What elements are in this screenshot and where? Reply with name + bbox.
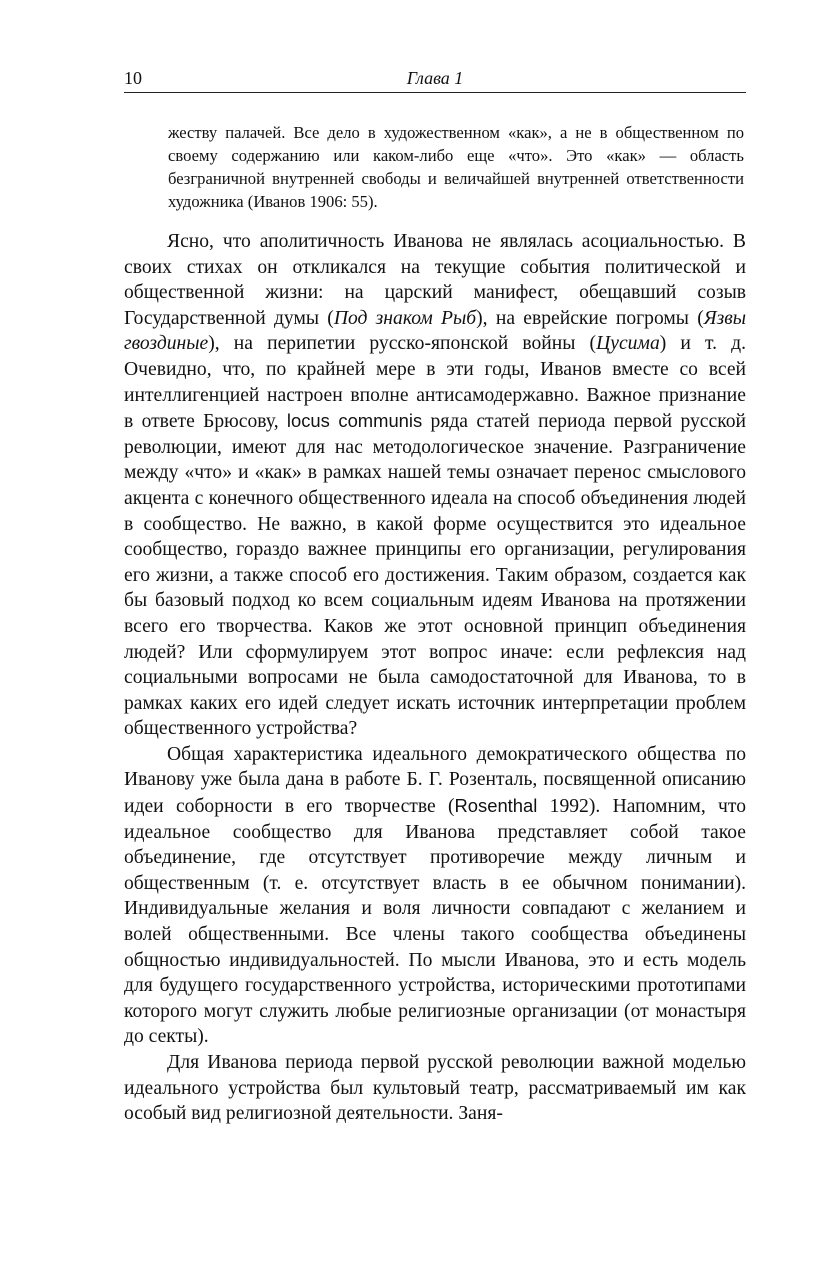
paragraph-1-text-2: ), на еврейские погромы ( bbox=[476, 307, 704, 329]
paragraph-2 bbox=[124, 742, 746, 1050]
page-number: 10 bbox=[124, 68, 142, 88]
paragraph-3-text-1: Для Иванова периода первой русской революции важной моделью идеального устройства был культовый театр, рассматриваемый им как особый вид религиозной деятельности. Заня- bbox=[124, 1052, 746, 1125]
paragraph-1-text-1: Ясно, что аполитичность Иванова не являлась асоциальностью. В своих стихах он откликался на текущие события политической и общественной жизни: на царский манифест, обещавший созыв Государственной думы ( bbox=[124, 231, 746, 329]
running-head: Глава 1 bbox=[406, 68, 464, 88]
poem-title-pod-znakom-ryb: Под знаком Рыб bbox=[333, 307, 477, 329]
page-header bbox=[124, 66, 746, 93]
poem-title-yazvy-gvozdinye: Язвы гвоздиные bbox=[124, 307, 747, 355]
latin-phrase-locus-communis: locus communis bbox=[286, 410, 423, 432]
book-page bbox=[124, 66, 746, 1127]
poem-title-tsusima: Цусима bbox=[596, 333, 660, 355]
paragraph-1 bbox=[124, 229, 746, 742]
citation-rosenthal: Rosenthal bbox=[454, 795, 538, 817]
paragraph-1-text-5: ряда статей периода первой русской революции, имеют для нас методологическое значение. Разграничение между «что» и «как» в рамках нашей темы означает перенос смыслового акцента с конечного общественного идеала на способ объединения людей в сообщество. Не важно, в какой форме осуществится это идеальное сообщество, гораздо важнее принципы его организации, регулирования его жизни, а также способ его достижения. Таким образом, создается как бы базовый подход ко всем социальным идеям Иванова на протяжении всего его творчества. Каков же этот основной принцип объединения людей? Или сформулируем этот вопрос иначе: если рефлексия над социальными вопросами не была самодостаточной для Иванова, то в рамках каких его идей следует искать источник интерпретации проблем общественного устройства? bbox=[124, 411, 747, 740]
paragraph-3 bbox=[124, 1050, 746, 1127]
paragraph-2-text-1: Общая характеристика идеального демократического общества по Иванову уже была дана в работе Б. Г. Розенталь, посвященной описанию идеи соборности в его творчестве ( bbox=[124, 743, 746, 818]
paragraph-1-text-3: ), на перипетии русско-японской войны ( bbox=[208, 333, 597, 355]
paragraph-2-text-2: 1992). Напомним, что идеальное сообщество для Иванова представляет собой такое объединение, где отсутствует противоречие между личным и общественным (т. е. отсутствует власть в ее обычном понимании). Индивидуальные желания и воля личности совпадают с желанием и волей общественными. Все члены такого сообщества объединены общностью индивидуальностей. По мысли Иванова, это и есть модель для будущего государственного устройства, историческими прототипами которого могут служить любые религиозные организации (от монастыря до секты). bbox=[124, 796, 746, 1048]
block-quote: жеству палачей. Все дело в художественном «как», а не в общественном по своему содержанию или каком-либо еще «что». Это «как» — область безграничной внутренней свободы и величайшей внутренней ответственности художника (Иванов 1906: 55). bbox=[168, 123, 744, 211]
paragraph-1-text-4: ) и т. д. Очевидно, что, по крайней мере в эти годы, Иванов вместе со всей интеллигенцией настроен вполне антисамодержавно. Важное признание в ответе Брюсову, bbox=[124, 333, 747, 433]
body-text bbox=[124, 229, 746, 1127]
